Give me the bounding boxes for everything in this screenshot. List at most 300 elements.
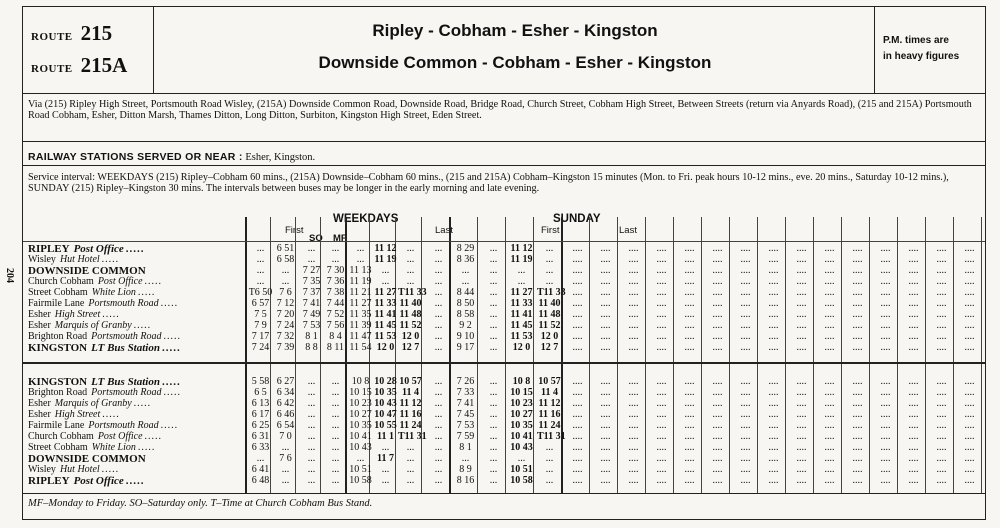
- time-cell: T11 33: [398, 287, 427, 298]
- time-cell: ....: [880, 331, 891, 342]
- column-rule: [245, 217, 247, 493]
- time-cell: ...: [307, 376, 316, 387]
- time-cell: 11 27: [510, 287, 533, 298]
- time-cell: ...: [256, 254, 265, 265]
- time-cell: ....: [712, 475, 723, 486]
- time-cell: ....: [684, 453, 695, 464]
- time-cell: ...: [489, 331, 498, 342]
- time-cell: ....: [740, 442, 751, 453]
- time-cell: ...: [434, 398, 443, 409]
- time-cell: ...: [307, 442, 316, 453]
- time-cell: ....: [824, 431, 835, 442]
- time-cell: ...: [307, 409, 316, 420]
- route-number: 215A: [80, 53, 128, 77]
- stop-sublabel: Portsmouth Road: [91, 387, 162, 398]
- time-cell: 7 41: [456, 398, 475, 409]
- time-cell: ....: [824, 309, 835, 320]
- time-cell: ....: [712, 320, 723, 331]
- time-cell: ....: [768, 331, 779, 342]
- time-cell: ....: [936, 265, 947, 276]
- time-cell: 11 40: [399, 298, 422, 309]
- time-cell: ...: [307, 243, 316, 254]
- time-cell: ....: [768, 464, 779, 475]
- time-cell: 7 39: [276, 342, 295, 353]
- time-cell: ....: [768, 431, 779, 442]
- time-cell: 7 32: [276, 331, 295, 342]
- leader-dots: .....: [137, 287, 156, 298]
- time-cell: ....: [628, 243, 639, 254]
- time-cell: ....: [628, 475, 639, 486]
- time-cell: ....: [880, 287, 891, 298]
- time-cell: ....: [796, 243, 807, 254]
- time-cell: ...: [331, 409, 340, 420]
- time-cell: ....: [600, 464, 611, 475]
- time-cell: ....: [824, 398, 835, 409]
- time-cell: 7 12: [276, 298, 295, 309]
- time-cell: ...: [381, 265, 390, 276]
- time-cell: 10 15: [349, 387, 372, 398]
- time-cell: ....: [740, 265, 751, 276]
- time-cell: ....: [880, 276, 891, 287]
- time-cell: ....: [880, 398, 891, 409]
- time-cell: ....: [740, 464, 751, 475]
- time-cell: ...: [545, 276, 554, 287]
- time-cell: ....: [824, 453, 835, 464]
- time-cell: ....: [964, 409, 975, 420]
- time-cell: ....: [740, 309, 751, 320]
- time-cell: 11 27: [374, 287, 397, 298]
- time-cell: ....: [796, 254, 807, 265]
- time-cell: 11 4: [402, 387, 419, 398]
- time-cell: ....: [796, 331, 807, 342]
- time-cell: ....: [600, 320, 611, 331]
- time-cell: 7 27: [302, 265, 321, 276]
- leader-dots: .....: [102, 409, 120, 420]
- time-cell: ...: [331, 464, 340, 475]
- time-cell: ....: [908, 276, 919, 287]
- time-cell: ...: [331, 442, 340, 453]
- time-cell: ....: [796, 475, 807, 486]
- time-cell: 7 37: [302, 287, 321, 298]
- time-cell: ....: [628, 331, 639, 342]
- stop-name: [28, 266, 146, 276]
- weekdays-heading: WEEKDAYS: [333, 213, 399, 225]
- time-cell: ....: [852, 276, 863, 287]
- time-cell: ...: [434, 442, 443, 453]
- time-cell: 6 48: [251, 475, 270, 486]
- time-cell: ....: [936, 431, 947, 442]
- time-cell: ....: [628, 276, 639, 287]
- time-cell: 6 58: [276, 254, 295, 265]
- leader-dots: .....: [137, 442, 156, 453]
- time-cell: 7 6: [279, 453, 292, 464]
- time-cell: ....: [880, 431, 891, 442]
- time-cell: ....: [740, 387, 751, 398]
- time-cell: ...: [489, 276, 498, 287]
- time-cell: 11 13: [349, 265, 372, 276]
- time-cell: ....: [628, 453, 639, 464]
- time-cell: ....: [712, 453, 723, 464]
- time-cell: ...: [517, 453, 526, 464]
- time-cell: 10 51: [510, 464, 533, 475]
- time-cell: ....: [880, 254, 891, 265]
- time-cell: ....: [796, 276, 807, 287]
- time-cell: ....: [768, 398, 779, 409]
- time-cell: ....: [936, 309, 947, 320]
- time-cell: ....: [964, 243, 975, 254]
- time-cell: ....: [824, 265, 835, 276]
- time-cell: ...: [517, 265, 526, 276]
- time-cell: ....: [600, 298, 611, 309]
- route-title-215: Ripley - Cobham - Esher - Kingston: [372, 21, 658, 40]
- time-cell: ...: [406, 254, 415, 265]
- time-cell: ...: [434, 276, 443, 287]
- stop-sublabel: Hut Hotel: [59, 254, 100, 265]
- stop-sublabel: Marquis of Granby: [54, 320, 132, 331]
- time-cell: 11 21: [349, 287, 372, 298]
- time-cell: ....: [600, 265, 611, 276]
- time-cell: ...: [307, 398, 316, 409]
- time-cell: ....: [880, 342, 891, 353]
- time-cell: 8 8: [305, 342, 318, 353]
- time-cell: 12 0: [401, 331, 420, 342]
- time-cell: ...: [434, 298, 443, 309]
- time-cell: ...: [434, 409, 443, 420]
- time-cell: 11 41: [374, 309, 397, 320]
- time-cell: ...: [356, 254, 365, 265]
- time-cell: ....: [936, 376, 947, 387]
- time-cell: ...: [331, 243, 340, 254]
- time-cell: ....: [656, 320, 667, 331]
- time-cell: ...: [489, 398, 498, 409]
- time-cell: ....: [768, 342, 779, 353]
- stop-label: Brighton Road: [28, 387, 88, 398]
- time-cell: ....: [712, 287, 723, 298]
- time-cell: ...: [307, 387, 316, 398]
- time-cell: ....: [712, 398, 723, 409]
- time-cell: 8 1: [459, 442, 472, 453]
- timetable-header: [23, 7, 985, 94]
- time-cell: ....: [572, 309, 583, 320]
- time-cell: 10 55: [374, 420, 397, 431]
- divider: [23, 141, 985, 142]
- time-cell: ....: [796, 376, 807, 387]
- time-cell: ....: [768, 453, 779, 464]
- time-cell: ....: [656, 243, 667, 254]
- time-cell: 8 29: [456, 243, 475, 254]
- time-cell: ....: [600, 475, 611, 486]
- stop-sublabel: Post Office: [97, 431, 143, 442]
- time-cell: 7 56: [326, 320, 345, 331]
- time-cell: ....: [656, 431, 667, 442]
- time-cell: ....: [796, 431, 807, 442]
- time-cell: ...: [545, 442, 554, 453]
- stop-sublabel: High Street: [54, 409, 101, 420]
- time-cell: ....: [964, 453, 975, 464]
- time-cell: ....: [684, 265, 695, 276]
- route-215-label: [31, 21, 112, 46]
- time-cell: ...: [307, 475, 316, 486]
- time-cell: ....: [936, 298, 947, 309]
- time-cell: ....: [712, 309, 723, 320]
- time-cell: ...: [434, 431, 443, 442]
- time-cell: ...: [281, 464, 290, 475]
- time-cell: 6 51: [276, 243, 295, 254]
- service-interval: Service interval: WEEKDAYS (215) Ripley–Cobham 60 mins., (215A) Downside–Cobham 60 mins., (215 and 215A) Cobham–Kingston 15 minutes (Mon. to Fri. peak hours 10-12 mins., eve. 20 mins., Saturday 10-12 mins.), SUNDAY (215) Ripley–Kingston 30 mins. The intervals between buses may be longer in the early morning and late evening.: [28, 172, 949, 194]
- so-label: SO: [309, 233, 323, 244]
- stop-label: Fairmile Lane: [28, 298, 85, 309]
- time-cell: ....: [936, 331, 947, 342]
- time-cell: ....: [572, 320, 583, 331]
- time-cell: ....: [880, 475, 891, 486]
- time-cell: ....: [684, 376, 695, 387]
- time-cell: 11 45: [510, 320, 533, 331]
- time-cell: ....: [768, 442, 779, 453]
- leader-dots: .....: [160, 420, 179, 431]
- time-cell: ....: [796, 309, 807, 320]
- time-cell: ...: [434, 254, 443, 265]
- time-cell: ....: [768, 298, 779, 309]
- time-cell: ...: [307, 254, 316, 265]
- time-cell: ...: [406, 276, 415, 287]
- time-cell: ....: [684, 442, 695, 453]
- time-cell: ....: [936, 342, 947, 353]
- time-cell: ....: [600, 453, 611, 464]
- time-cell: ....: [628, 464, 639, 475]
- time-cell: 7 52: [326, 309, 345, 320]
- stop-label: Wisley: [28, 464, 56, 475]
- time-cell: 11 40: [538, 298, 561, 309]
- time-cell: 6 46: [276, 409, 295, 420]
- time-cell: ....: [656, 387, 667, 398]
- time-cell: 10 28: [374, 376, 397, 387]
- time-cell: ....: [824, 342, 835, 353]
- time-cell: 8 50: [456, 298, 475, 309]
- time-cell: ...: [406, 265, 415, 276]
- time-cell: 10 35: [510, 420, 533, 431]
- time-cell: ...: [356, 243, 365, 254]
- time-cell: ....: [600, 331, 611, 342]
- time-cell: ....: [852, 442, 863, 453]
- time-cell: ....: [964, 287, 975, 298]
- time-cell: ....: [740, 475, 751, 486]
- time-cell: ....: [712, 376, 723, 387]
- time-cell: ....: [824, 409, 835, 420]
- stop-label: Street Cobham: [28, 442, 88, 453]
- time-cell: ....: [936, 464, 947, 475]
- time-cell: ....: [768, 409, 779, 420]
- railway-value: Esher, Kingston.: [245, 152, 316, 163]
- time-cell: ....: [656, 254, 667, 265]
- time-cell: ....: [880, 376, 891, 387]
- leader-dots: .....: [101, 464, 120, 475]
- time-cell: 11 16: [538, 409, 561, 420]
- time-cell: ....: [768, 287, 779, 298]
- time-cell: ....: [684, 431, 695, 442]
- time-cell: 7 0: [279, 431, 292, 442]
- time-cell: ...: [281, 276, 290, 287]
- time-cell: ...: [461, 276, 470, 287]
- stop-name: [28, 288, 155, 298]
- time-cell: ....: [908, 453, 919, 464]
- time-cell: 10 58: [510, 475, 533, 486]
- time-cell: 11 16: [399, 409, 422, 420]
- time-cell: 11 4: [541, 387, 558, 398]
- time-cell: 11 24: [399, 420, 422, 431]
- time-cell: ....: [852, 254, 863, 265]
- time-cell: ....: [768, 243, 779, 254]
- time-cell: ....: [628, 265, 639, 276]
- time-cell: ....: [712, 243, 723, 254]
- time-cell: ...: [434, 376, 443, 387]
- page-number: 204: [4, 268, 15, 283]
- time-cell: ....: [572, 431, 583, 442]
- time-cell: ....: [740, 298, 751, 309]
- time-cell: ...: [489, 376, 498, 387]
- time-cell: ...: [331, 431, 340, 442]
- time-cell: ....: [600, 254, 611, 265]
- time-cell: ....: [740, 409, 751, 420]
- time-cell: ....: [880, 320, 891, 331]
- time-cell: ...: [489, 243, 498, 254]
- time-cell: 10 41: [510, 431, 533, 442]
- time-cell: ....: [796, 265, 807, 276]
- time-cell: ....: [768, 320, 779, 331]
- time-cell: ...: [381, 464, 390, 475]
- time-cell: ...: [434, 320, 443, 331]
- stop-name: [28, 377, 181, 387]
- leader-dots: .....: [160, 298, 179, 309]
- time-cell: ....: [936, 254, 947, 265]
- time-cell: ....: [852, 320, 863, 331]
- stop-label: DOWNSIDE COMMON: [28, 453, 146, 465]
- time-cell: ....: [768, 276, 779, 287]
- time-cell: ...: [545, 254, 554, 265]
- time-cell: ....: [908, 420, 919, 431]
- time-cell: 12 0: [376, 342, 395, 353]
- time-cell: 7 30: [326, 265, 345, 276]
- time-cell: 7 49: [302, 309, 321, 320]
- time-cell: 10 58: [349, 475, 372, 486]
- via-description: Via (215) Ripley High Street, Portsmouth Road Wisley, (215A) Downside Common Road, Downside Road, Bridge Road, Church Street, Cobham High Street, Between Streets (return via Anyards Road), (215 and 215A) Portsmouth Road Cobham, Esher, Ditton Marsh, Thames Ditton, Long Ditton, Surbiton, Kingston High Street, Eden Street.: [28, 99, 972, 121]
- time-cell: ...: [489, 309, 498, 320]
- time-cell: 10 35: [374, 387, 397, 398]
- time-cell: ...: [331, 254, 340, 265]
- time-cell: ....: [656, 331, 667, 342]
- sunday-heading: SUNDAY: [553, 213, 601, 225]
- time-cell: 6 27: [276, 376, 295, 387]
- time-cell: 10 8: [512, 376, 531, 387]
- time-cell: 8 4: [329, 331, 342, 342]
- time-cell: ....: [936, 475, 947, 486]
- time-cell: ....: [684, 331, 695, 342]
- time-cell: ....: [712, 409, 723, 420]
- time-cell: ....: [656, 276, 667, 287]
- time-cell: ....: [908, 243, 919, 254]
- stop-label: Esher: [28, 409, 51, 420]
- time-cell: 11 41: [510, 309, 533, 320]
- route-word: ROUTE: [31, 63, 73, 75]
- route-215a-label: [31, 53, 127, 78]
- time-cell: ....: [684, 254, 695, 265]
- time-cell: ...: [489, 453, 498, 464]
- time-cell: ....: [908, 265, 919, 276]
- leader-dots: .....: [125, 243, 145, 255]
- time-cell: 9 2: [459, 320, 472, 331]
- time-cell: 6 54: [276, 420, 295, 431]
- time-cell: 5 58: [251, 376, 270, 387]
- time-cell: 7 36: [326, 276, 345, 287]
- time-cell: ....: [768, 387, 779, 398]
- stop-sublabel: Marquis of Granby: [54, 398, 132, 409]
- leader-dots: .....: [163, 331, 181, 342]
- time-cell: ...: [489, 387, 498, 398]
- time-cell: ...: [434, 287, 443, 298]
- time-cell: ....: [880, 409, 891, 420]
- time-cell: ....: [712, 265, 723, 276]
- time-cell: 11 19: [349, 276, 372, 287]
- timetable-frame: [22, 6, 986, 520]
- time-cell: ....: [628, 320, 639, 331]
- time-cell: ....: [684, 276, 695, 287]
- time-cell: ....: [628, 376, 639, 387]
- time-cell: ....: [964, 342, 975, 353]
- leader-dots: .....: [163, 387, 181, 398]
- stop-sublabel: Hut Hotel: [59, 464, 100, 475]
- time-cell: ....: [964, 320, 975, 331]
- time-cell: ....: [852, 265, 863, 276]
- time-cell: 11 35: [349, 309, 372, 320]
- time-cell: 6 33: [251, 442, 270, 453]
- divider: [23, 493, 985, 494]
- time-cell: ....: [712, 442, 723, 453]
- time-cell: ....: [628, 342, 639, 353]
- time-cell: ....: [572, 387, 583, 398]
- stop-label: Brighton Road: [28, 331, 88, 342]
- time-cell: 10 35: [349, 420, 372, 431]
- leader-dots: .....: [161, 376, 181, 388]
- time-cell: 10 57: [399, 376, 422, 387]
- time-cell: ...: [256, 265, 265, 276]
- time-cell: ...: [331, 475, 340, 486]
- time-cell: 6 25: [251, 420, 270, 431]
- time-cell: ....: [656, 464, 667, 475]
- time-cell: 9 17: [456, 342, 475, 353]
- time-cell: 8 16: [456, 475, 475, 486]
- time-cell: ....: [712, 254, 723, 265]
- time-cell: ....: [600, 287, 611, 298]
- time-cell: 6 31: [251, 431, 270, 442]
- time-cell: ....: [964, 254, 975, 265]
- time-cell: ....: [572, 453, 583, 464]
- time-cell: ....: [656, 475, 667, 486]
- time-cell: ....: [824, 475, 835, 486]
- stop-name: [28, 299, 178, 309]
- time-cell: 11 7: [377, 453, 394, 464]
- time-cell: ...: [434, 243, 443, 254]
- time-cell: ...: [489, 464, 498, 475]
- time-cell: ...: [281, 475, 290, 486]
- time-cell: ...: [406, 442, 415, 453]
- time-cell: ...: [489, 320, 498, 331]
- time-cell: 11 12: [538, 398, 561, 409]
- stop-name: [28, 244, 145, 254]
- footnote: MF–Monday to Friday. SO–Saturday only. T–Time at Church Cobham Bus Stand.: [28, 498, 373, 509]
- time-cell: ....: [572, 376, 583, 387]
- mf-label: MF: [333, 233, 347, 244]
- time-cell: ....: [880, 298, 891, 309]
- time-cell: ....: [824, 320, 835, 331]
